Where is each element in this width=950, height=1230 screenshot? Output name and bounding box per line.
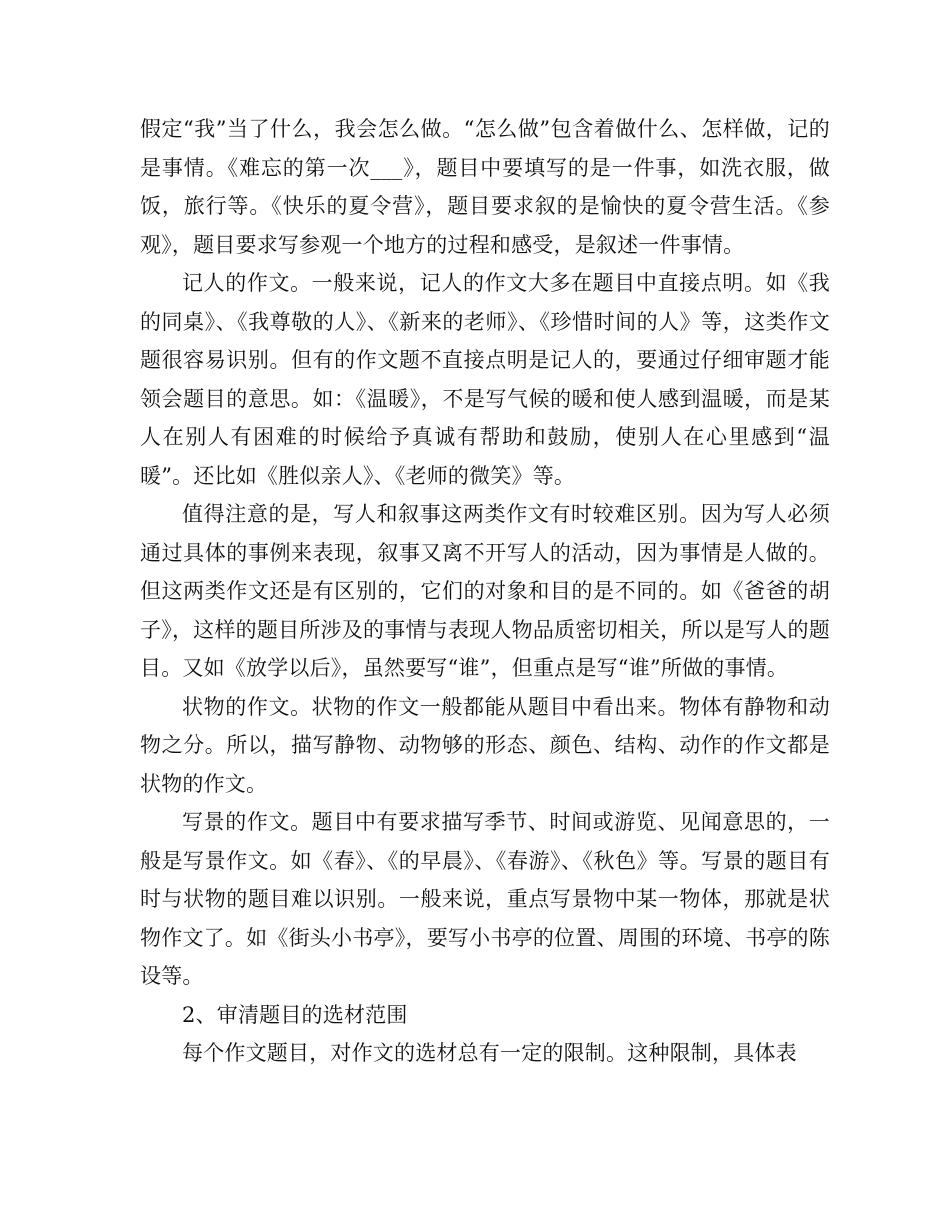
paragraph-narrative-topics: 假定“我”当了什么，我会怎么做。“怎么做”包含着做什么、怎样做，记的是事情。《难忘的第一次___》，题目中要填写的是一件事，如洗衣服，做饭，旅行等。《快乐的夏令营》，题目要求叙的是愉快的夏令营生活。《参观》，题目要求写参观一个地方的过程和感受，是叙述一件事情。: [140, 117, 830, 257]
paragraph-person-writing: 记人的作文。一般来说，记人的作文大多在题目中直接点明。如《我的同桌》、《我尊敬的人》、《新来的老师》、《珍惜时间的人》等，这类作文题很容易识别。但有的作文题不直接点明是记人的，要通过仔细审题才能领会题目的意思。如：《温暖》，不是写气候的暖和使人感到温暖，而是某人在别人有困难的时候给予真诚有帮助和鼓励，使别人在心里感到“温暖”。还比如《胜似亲人》、《老师的微笑》等。: [140, 271, 830, 488]
paragraph-material-scope: 每个作文题目，对作文的选材总有一定的限制。这种限制，具体表: [182, 1041, 797, 1065]
paragraph-scenery-writing: 写景的作文。题目中有要求描写季节、时间或游览、见闻意思的，一般是写景作文。如《春》、《的早晨》、《春游》、《秋色》等。写景的题目有时与状物的题目难以识别。一般来说，重点写景物中某一物体，那就是状物作文了。如《街头小书亭》，要写小书亭的位置、周围的环境、书亭的陈设等。: [140, 810, 830, 988]
paragraph-person-vs-event: 值得注意的是，写人和叙事这两类作文有时较难区别。因为写人必须通过具体的事例来表现，叙事又离不开写人的活动，因为事情是人做的。但这两类作文还是有区别的，它们的对象和目的是不同的。如《爸爸的胡子》，这样的题目所涉及的事情与表现人物品质密切相关，所以是写人的题目。又如《放学以后》，虽然要写“谁”，但重点是写“谁”所做的事情。: [140, 502, 830, 680]
section-heading: 2、审清题目的选材范围: [182, 1002, 408, 1027]
paragraph-object-writing: 状物的作文。状物的作文一般都能从题目中看出来。物体有静物和动物之分。所以，描写静物、动物够的形态、颜色、结构、动作的作文都是状物的作文。: [140, 694, 830, 796]
document-body: [140, 110, 830, 1073]
